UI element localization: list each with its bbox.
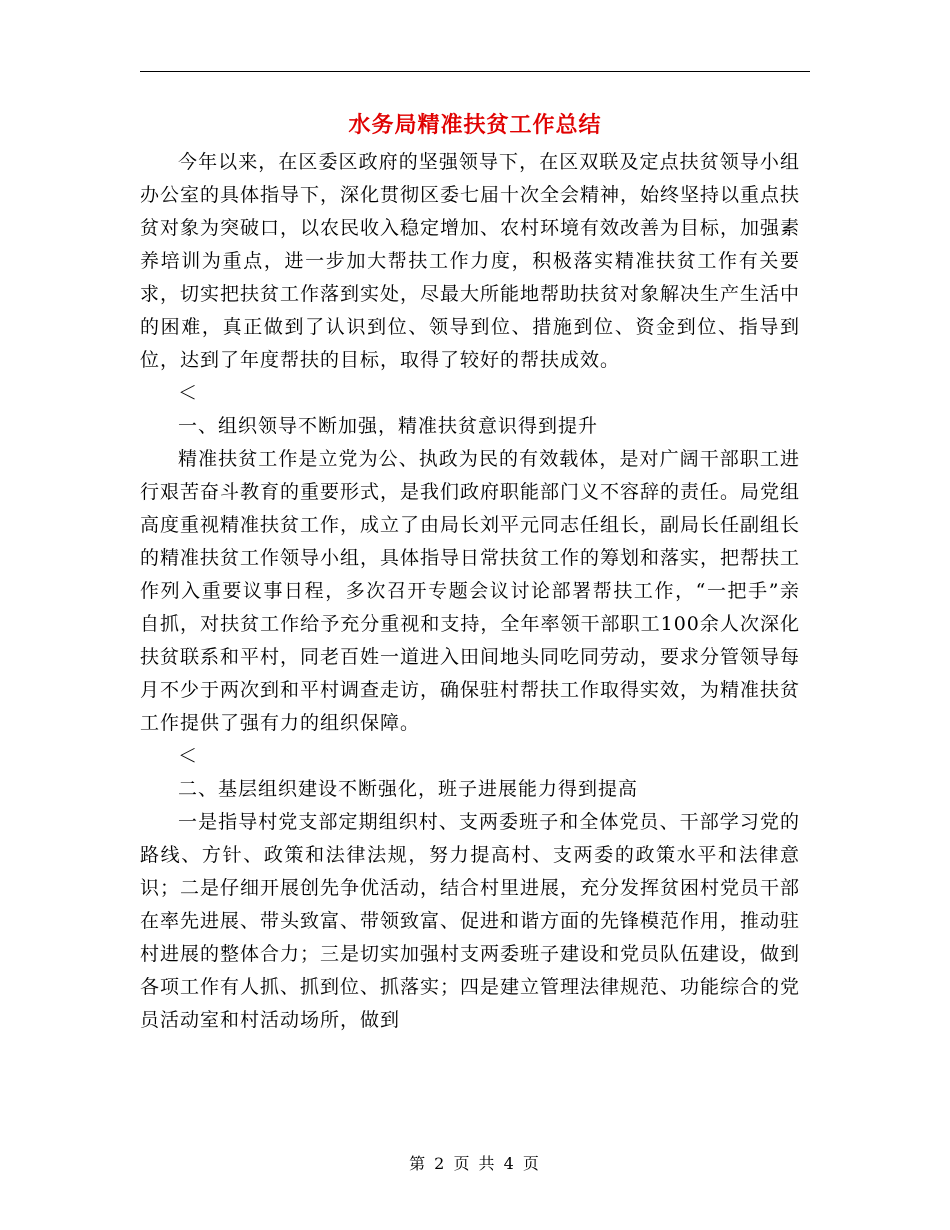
document-body <box>140 146 800 1037</box>
header-rule <box>140 71 810 72</box>
section-heading-1: 一、组织领导不断加强，精准扶贫意识得到提升 <box>178 415 599 437</box>
section-1-paragraph: 精准扶贫工作是立党为公、执政为民的有效载体，是对广阔干部职工进行艰苦奋斗教育的重要形式，是我们政府职能部门义不容辞的责任。局党组高度重视精准扶贫工作，成立了由局长刘平元同志任组长，副局长任副组长的精准扶贫工作领导小组，具体指导日常扶贫工作的筹划和落实，把帮扶工作列入重要议事日程，多次召开专题会议讨论部署帮扶工作，“一把手”亲自抓，对扶贫工作给予充分重视和支持，全年率领干部职工100余人次深化扶贫联系和平村，同老百姓一道进入田间地头同吃同劳动，要求分管领导每月不少于两次到和平村调查走访，确保驻村帮扶工作取得实效，为精准扶贫工作提供了强有力的组织保障。 <box>140 448 801 734</box>
section-heading-2: 二、基层组织建设不断强化，班子进展能力得到提高 <box>178 778 639 800</box>
page-footer: 第 2 页 共 4 页 <box>409 1154 541 1173</box>
separator-glyph: ＜ <box>178 745 199 767</box>
intro-paragraph: 今年以来，在区委区政府的坚强领导下，在区双联及定点扶贫领导小组办公室的具体指导下，深化贯彻区委七届十次全会精神，始终坚持以重点扶贫对象为突破口，以农民收入稳定增加、农村环境有效改善为目标，加强素养培训为重点，进一步加大帮扶工作力度，积极落实精准扶贫工作有关要求，切实把扶贫工作落到实处，尽最大所能地帮助扶贫对象解决生产生活中的困难，真正做到了认识到位、领导到位、措施到位、资金到位、指导到位，达到了年度帮扶的目标，取得了较好的帮扶成效。 <box>140 151 801 371</box>
document-title: 水务局精准扶贫工作总结 <box>348 112 602 138</box>
separator-glyph: ＜ <box>178 382 199 404</box>
section-2-paragraph: 一是指导村党支部定期组织村、支两委班子和全体党员、干部学习党的路线、方针、政策和法律法规，努力提高村、支两委的政策水平和法律意识；二是仔细开展创先争优活动，结合村里进展，充分发挥贫困村党员干部在率先进展、带头致富、带领致富、促进和谐方面的先锋模范作用，推动驻村进展的整体合力；三是切实加强村支两委班子建设和党员队伍建设，做到各项工作有人抓、抓到位、抓落实；四是建立管理法律规范、功能综合的党员活动室和村活动场所，做到 <box>140 811 801 1031</box>
